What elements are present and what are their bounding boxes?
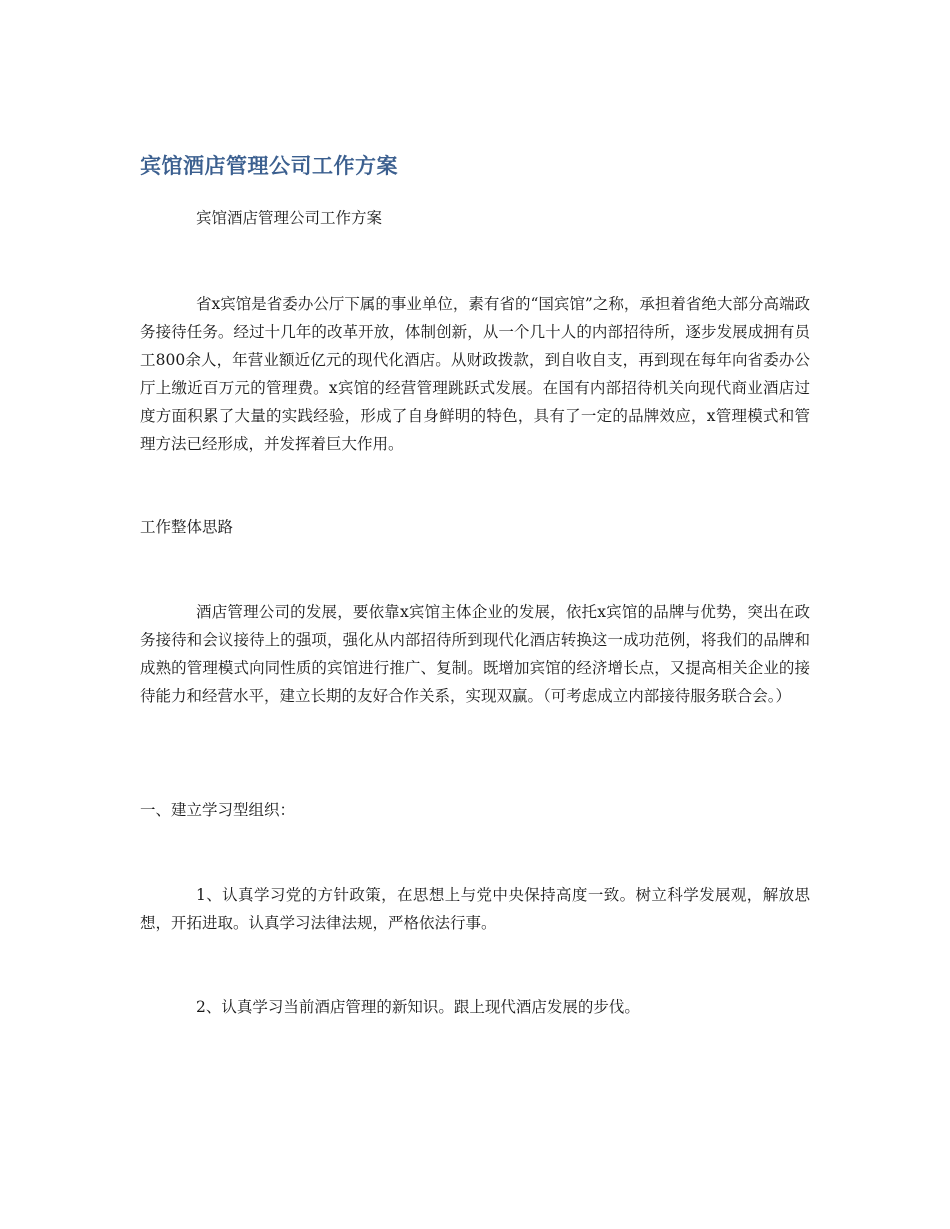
overall-paragraph: 酒店管理公司的发展，要依靠x宾馆主体企业的发展，依托x宾馆的品牌与优势，突出在政务接待和会议接待上的强项，强化从内部招待所到现代化酒店转换这一成功范例，将我们的品牌和成熟的管理模式向同性质的宾馆进行推广、复制。既增加宾馆的经济增长点，又提高相关企业的接待能力和经营水平，建立长期的友好合作关系，实现双赢。（可考虑成立内部接待服务联合会。） (140, 603, 810, 705)
section-heading-learning: 一、建立学习型组织： (140, 801, 296, 819)
section-heading-overall: 工作整体思路 (140, 518, 234, 536)
list-item: 2、认真学习当前酒店管理的新知识。跟上现代酒店发展的步伐。 (196, 998, 640, 1016)
list-item: 1、认真学习党的方针政策，在思想上与党中央保持高度一致。树立科学发展观，解放思想，开拓进取。认真学习法律法规，严格依法行事。 (140, 886, 810, 932)
intro-paragraph: 省x宾馆是省委办公厅下属的事业单位，素有省的“国宾馆”之称，承担着省绝大部分高端政务接待任务。经过十几年的改革开放，体制创新，从一个几十人的内部招待所，逐步发展成拥有员工800余人，年营业额近亿元的现代化酒店。从财政拨款，到自收自支，再到现在每年向省委办公厅上缴近百万元的管理费。x宾馆的经营管理跳跃式发展。在国有内部招待机关向现代商业酒店过度方面积累了大量的实践经验，形成了自身鲜明的特色，具有了一定的品牌效应，x管理模式和管理方法已经形成，并发挥着巨大作用。 (140, 295, 810, 453)
document-subtitle: 宾馆酒店管理公司工作方案 (196, 209, 383, 227)
document-title: 宾馆酒店管理公司工作方案 (140, 154, 398, 178)
